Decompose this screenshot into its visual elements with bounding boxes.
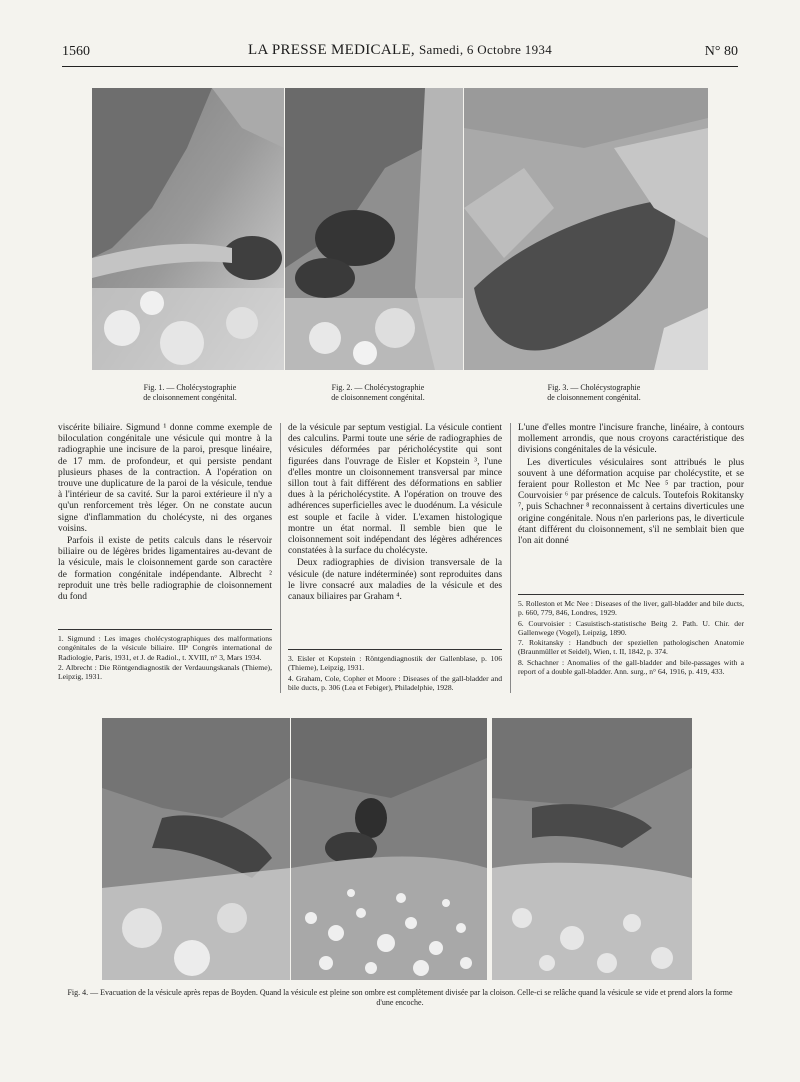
figure-1-radiograph <box>92 88 284 370</box>
footnote: 8. Schachner : Anomalies of the gall-bladder and bile-passages with a report of a double gall-bladder. Ann. surg., n° 64, 1916, p. 419, 433. <box>518 657 744 677</box>
column-divider <box>280 423 281 693</box>
column-divider <box>510 423 511 693</box>
paragraph: viscérite biliaire. Sigmund ¹ donne comme exemple de biloculation congénitale une vésicule qui montre à la radiographie une incisure de la paroi, presque linéaire, de 17 mm. de profondeur, et qui persiste pendant plusieurs phases de la contraction. A l'opération on trouve une duplicature de la paroi de la vésicule, tendue à l'intérieur de sa cavité. Sur la paroi extérieure il n'y a qu'un renforcement très léger. On ne constate aucun signe d'inflammation du cholécyste, ni des organes voisins. <box>58 423 272 534</box>
journal-title: LA PRESSE MEDICALE, <box>248 42 415 58</box>
column-2-text <box>288 423 502 604</box>
paragraph: Les diverticules vésiculaires sont attribués le plus souvent à une déformation acquise par cholécystite, et se feraient pour Rolleston et Mc Nee ⁵ par traction, pour Courvoisier ⁶ par présence de calculs. Toutefois Rokitansky ⁷, puis Schachner ⁸ reconnaissent à certains diverticules une origine congénitale. Nous n'en parlerions pas, le diverticule étant différent du cloisonnement, s'il ne semblait bien que l'on ait donné <box>518 457 744 547</box>
figure-3-caption: Fig. 3. — Cholécystographie de cloisonnement congénital. <box>547 383 641 402</box>
footnotes-column-1 <box>58 634 272 682</box>
footnote: 1. Sigmund : Les images cholécystographiques des malformations congénitales de la vésicule biliaire. IIIᵉ Congrès international de Radiologie, Paris, 1931, et J. de Radiol., t. XVIII, n° 3, Mars 1934. <box>58 634 272 662</box>
paragraph: de la vésicule par septum vestigial. La vésicule contient des calculins. Parmi toute une série de radiographies de vésicules déformées par péricholécystite qui sont figurées dans l'ouvrage de Eisler et Kopstein ³, l'une d'elles montre un cloisonnement transversal par mince sillon tout à fait différent des déformations en sablier dues à la péricholécystite. A l'opération on trouve des adhérences superficielles avec le duodénum. La vésicule est souple et facile à vider. L'examen histologique montre un état normal. Il semble bien que le cloisonnement soit indépendant des légères adhérences constatées à la surface du cholécyste. <box>288 423 502 557</box>
footnotes-column-3 <box>518 599 744 677</box>
column-3-text <box>518 423 744 548</box>
figure-3-radiograph <box>464 88 708 370</box>
footnote-rule <box>288 649 502 650</box>
figure-4-caption: Fig. 4. — Evacuation de la vésicule après repas de Boyden. Quand la vésicule est pleine son ombre est complètement divisée par la cloison. Celle-ci se relâche quand la vésicule se vide et prend alors la forme d'une encoche. <box>67 988 733 1007</box>
figure-2-caption: Fig. 2. — Cholécystographie de cloisonnement congénital. <box>331 383 425 402</box>
page-header <box>62 44 738 67</box>
footnote-rule <box>518 594 744 595</box>
figure-4c-radiograph <box>492 718 692 980</box>
footnote-rule <box>58 629 272 630</box>
journal-masthead <box>62 42 738 59</box>
paragraph: Parfois il existe de petits calculs dans le réservoir biliaire ou de légères brides ligamentaires au-devant de la vésicule, mais le cloisonnement garde son caractère de formation congénitale indépendante. Albrecht ² reproduit une très belle radiographie de cloisonnement du fond <box>58 536 272 603</box>
paragraph: Deux radiographies de division transversale de la vésicule (de nature indéterminée) sont reproduites dans le livre consacré aux maladies de la vésicule et des canaux biliaires par Graham ⁴. <box>288 558 502 603</box>
column-1-text <box>58 423 272 604</box>
issue-date: Samedi, 6 Octobre 1934 <box>419 42 552 57</box>
footnote: 6. Courvoisier : Casuistisch-statistische Beitg 2. Path. U. Chir. der Gallenwege (Vogel), Leipzig, 1890. <box>518 618 744 637</box>
paragraph: L'une d'elles montre l'incisure franche, linéaire, à contours mollement arrondis, que nous croyons caractéristique des divisions congénitales de la vésicule. <box>518 423 744 456</box>
page-number: 1560 <box>62 44 90 59</box>
figure-4b-radiograph <box>291 718 487 980</box>
figure-1-caption: Fig. 1. — Cholécystographie de cloisonnement congénital. <box>143 383 237 402</box>
footnote: 3. Eisler et Kopstein : Röntgendiagnostik der Gallenblase, p. 106 (Thieme), Leipzig, 1931. <box>288 654 502 673</box>
issue-number: N° 80 <box>704 44 738 59</box>
figure-4a-radiograph <box>102 718 290 980</box>
footnote: 2. Albrecht : Die Röntgendiagnostik der Verdauungskanals (Thieme), Leipzig, 1931. <box>58 662 272 682</box>
figure-2-radiograph <box>285 88 463 370</box>
footnote: 5. Rolleston et Mc Nee : Diseases of the liver, gall-bladder and bile ducts, p. 660, 779, 846, Londres, 1929. <box>518 599 744 618</box>
footnote: 7. Rokitansky : Handbuch der speziellen pathologischen Anatomie (Braunmüller et Seidel), Wien, t. II, 1842, p. 374. <box>518 638 744 657</box>
footnote: 4. Graham, Cole, Copher et Moore : Diseases of the gall-bladder and bile ducts, p. 306 (Lea et Febiger), Philadelphie, 1928. <box>288 673 502 692</box>
footnotes-column-2 <box>288 654 502 693</box>
